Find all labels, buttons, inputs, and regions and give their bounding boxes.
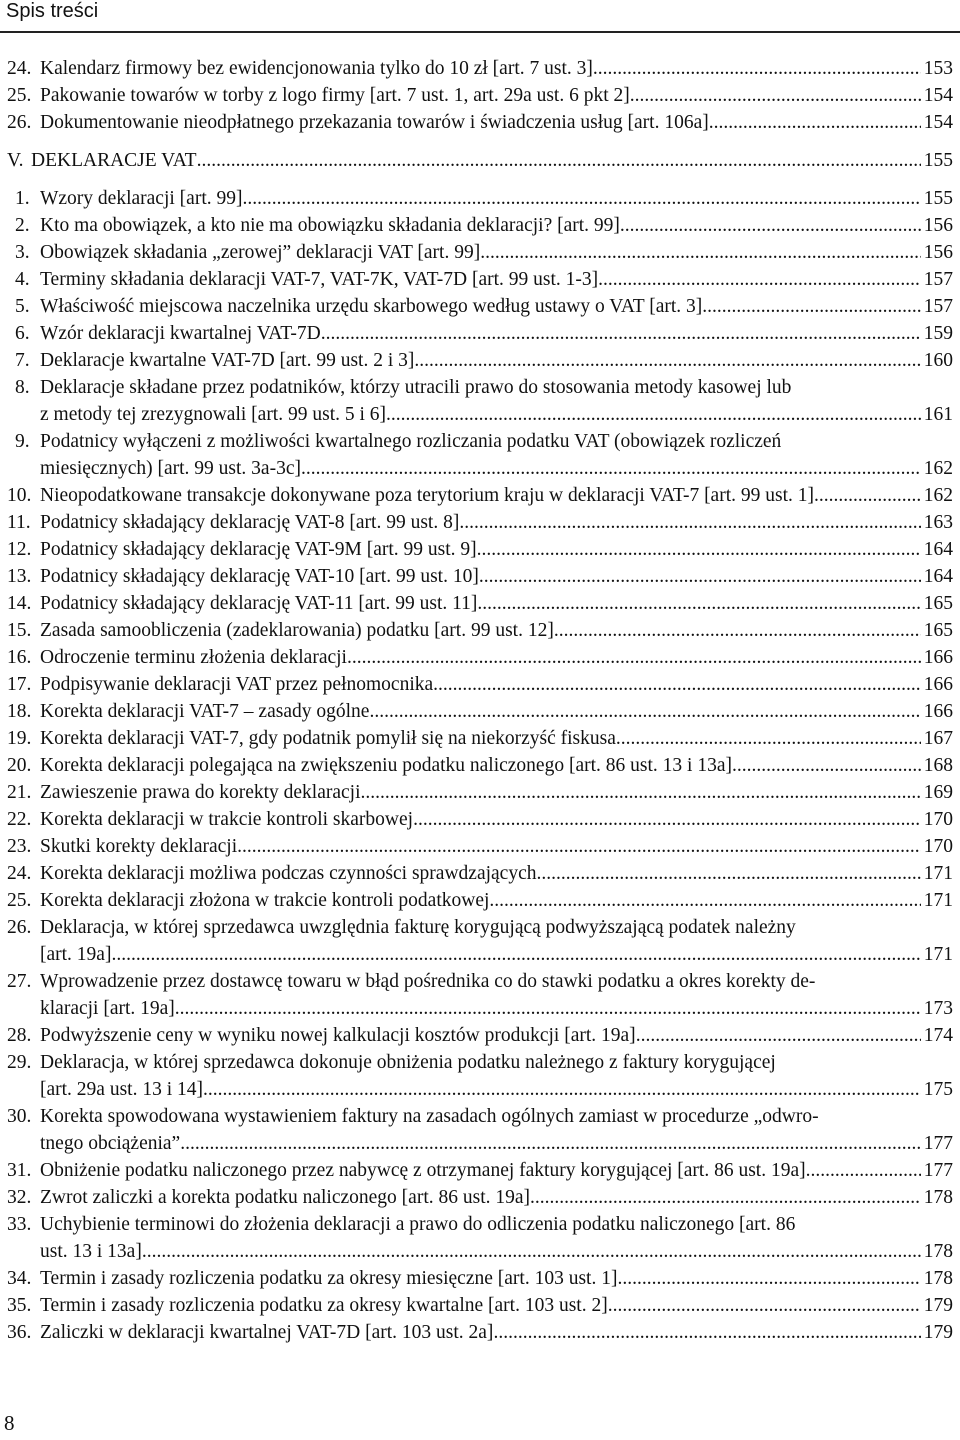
dot-leader bbox=[369, 698, 920, 725]
dot-leader bbox=[493, 1319, 920, 1346]
toc-entry-number: 16. bbox=[7, 647, 32, 668]
toc-entry-number: 27. bbox=[7, 971, 32, 992]
toc-entry-page: 178 bbox=[923, 1241, 953, 1262]
toc-entry[interactable] bbox=[0, 1211, 960, 1265]
toc-entry-page: 179 bbox=[923, 1322, 953, 1343]
dot-leader bbox=[489, 887, 920, 914]
toc-entry-title: Deklaracja, w której sprzedawca dokonuje obniżenia podatku należnego z faktury korygującej bbox=[40, 1052, 776, 1073]
toc-entry[interactable] bbox=[0, 55, 960, 82]
toc-entry-line bbox=[0, 401, 960, 428]
toc-entry-line bbox=[0, 293, 960, 320]
toc-entry[interactable] bbox=[0, 374, 960, 428]
toc-entry-line bbox=[0, 563, 960, 590]
toc-entry[interactable] bbox=[0, 806, 960, 833]
dot-leader bbox=[598, 266, 921, 293]
toc-entry[interactable] bbox=[0, 212, 960, 239]
toc-entry-title: z metody tej zrezygnowali [art. 99 ust. 5 i 6] bbox=[40, 404, 387, 425]
dot-leader bbox=[361, 779, 921, 806]
toc-entry-number: 36. bbox=[7, 1322, 32, 1343]
toc-entry-line bbox=[0, 266, 960, 293]
dot-leader bbox=[142, 1238, 921, 1265]
toc-entry[interactable] bbox=[0, 752, 960, 779]
toc-entry-number: 5. bbox=[15, 296, 30, 317]
toc-entry-page: 156 bbox=[923, 242, 953, 263]
toc-entry-title: [art. 19a] bbox=[40, 944, 112, 965]
toc-entry-page: 169 bbox=[923, 782, 953, 803]
toc-entry-number: 9. bbox=[15, 431, 30, 452]
dot-leader bbox=[702, 293, 920, 320]
toc-entry-line bbox=[0, 536, 960, 563]
toc-entry[interactable] bbox=[0, 536, 960, 563]
dot-leader bbox=[301, 455, 921, 482]
toc-entry-page: 179 bbox=[923, 1295, 953, 1316]
toc-entry-title: Termin i zasady rozliczenia podatku za okresy kwartalne [art. 103 ust. 2] bbox=[40, 1295, 608, 1316]
toc-entry-page: 178 bbox=[923, 1187, 953, 1208]
toc-entry[interactable] bbox=[0, 1022, 960, 1049]
toc-entry-number: 10. bbox=[7, 485, 32, 506]
dot-leader bbox=[433, 671, 921, 698]
toc-entry[interactable] bbox=[0, 779, 960, 806]
toc-entry[interactable] bbox=[0, 914, 960, 968]
toc-entry-page: 162 bbox=[923, 485, 953, 506]
dot-leader bbox=[620, 212, 921, 239]
toc-entry-title: Podwyższenie ceny w wyniku nowej kalkulacji kosztów produkcji [art. 19a] bbox=[40, 1025, 636, 1046]
toc-entry-line bbox=[0, 914, 960, 941]
toc-entry-line bbox=[0, 833, 960, 860]
toc-entry[interactable] bbox=[0, 833, 960, 860]
toc-entry-title: Obniżenie podatku naliczonego przez nabywcę z otrzymanej faktury korygującej [art. 86 ust. 19a] bbox=[40, 1160, 806, 1181]
toc-entry-line bbox=[0, 698, 960, 725]
dot-leader bbox=[814, 482, 921, 509]
dot-leader bbox=[414, 347, 920, 374]
toc-entry-line bbox=[0, 109, 960, 136]
dot-leader bbox=[536, 860, 920, 887]
dot-leader bbox=[806, 1157, 921, 1184]
toc-entry-title: Podatnicy składający deklarację VAT-8 [art. 99 ust. 8] bbox=[40, 512, 460, 533]
toc-entry-number: 29. bbox=[7, 1052, 32, 1073]
toc-entry-line bbox=[0, 212, 960, 239]
toc-entry-line bbox=[0, 725, 960, 752]
toc-entry-title: Skutki korekty deklaracji bbox=[40, 836, 238, 857]
toc-entry-page: 171 bbox=[923, 944, 953, 965]
toc-entry-number: 22. bbox=[7, 809, 32, 830]
dot-leader bbox=[180, 1130, 921, 1157]
dot-leader bbox=[608, 1292, 921, 1319]
toc-entry-line bbox=[0, 1157, 960, 1184]
toc-entry-page: 164 bbox=[923, 566, 953, 587]
toc-entry-line bbox=[0, 82, 960, 109]
toc-entry-number: 25. bbox=[7, 85, 32, 106]
toc-entry-line bbox=[0, 752, 960, 779]
toc-entry-line bbox=[0, 455, 960, 482]
toc-entry[interactable] bbox=[0, 563, 960, 590]
toc-entry-title: DEKLARACJE VAT bbox=[31, 150, 197, 171]
toc-entry-number: 24. bbox=[7, 863, 32, 884]
toc-entry[interactable] bbox=[0, 617, 960, 644]
dot-leader bbox=[321, 320, 921, 347]
toc-entry-page: 154 bbox=[923, 85, 953, 106]
toc-entry-line bbox=[0, 147, 960, 174]
toc-entry-title: Podatnicy składający deklarację VAT-9M [art. 99 ust. 9] bbox=[40, 539, 477, 560]
toc-entry[interactable] bbox=[0, 590, 960, 617]
toc-entry-page: 171 bbox=[923, 863, 953, 884]
toc-entry-title: Podpisywanie deklaracji VAT przez pełnomocnika bbox=[40, 674, 434, 695]
toc-entry-number: 21. bbox=[7, 782, 32, 803]
toc-entry-page: 161 bbox=[923, 404, 953, 425]
toc-entry-title: Pakowanie towarów w torby z logo firmy [art. 7 ust. 1, art. 29a ust. 6 pkt 2] bbox=[40, 85, 630, 106]
toc-entry[interactable] bbox=[0, 509, 960, 536]
toc-entry-number: 18. bbox=[7, 701, 32, 722]
toc-entry-number: 11. bbox=[7, 512, 31, 533]
toc-entry-number: 33. bbox=[7, 1214, 32, 1235]
toc-entry-number: 25. bbox=[7, 890, 32, 911]
toc-entry[interactable] bbox=[0, 320, 960, 347]
toc-entry[interactable] bbox=[0, 147, 960, 174]
toc-entry[interactable] bbox=[0, 860, 960, 887]
toc-entry-number: 31. bbox=[7, 1160, 32, 1181]
toc-entry[interactable] bbox=[0, 428, 960, 482]
toc-entry-line bbox=[0, 1211, 960, 1238]
toc-entry-title: Uchybienie terminowi do złożenia deklaracji a prawo do odliczenia podatku naliczonego [art. 86 bbox=[40, 1214, 796, 1235]
toc-entry-line bbox=[0, 239, 960, 266]
toc-entry-title: Wprowadzenie przez dostawcę towaru w błąd pośrednika co do stawki podatku a okres korekty de- bbox=[40, 971, 816, 992]
toc-entry-title: Kto ma obowiązek, a kto nie ma obowiązku składania deklaracji? [art. 99] bbox=[40, 215, 620, 236]
toc-entry-title: tnego obciążenia” bbox=[40, 1133, 181, 1154]
table-of-contents bbox=[0, 55, 960, 1346]
toc-entry-number: 26. bbox=[7, 112, 32, 133]
toc-entry[interactable] bbox=[0, 968, 960, 1022]
toc-entry-line bbox=[0, 320, 960, 347]
toc-entry-title: Zasada samoobliczenia (zadeklarowania) podatku [art. 99 ust. 12] bbox=[40, 620, 554, 641]
toc-entry-page: 177 bbox=[923, 1160, 953, 1181]
toc-entry-title: Odroczenie terminu złożenia deklaracji bbox=[40, 647, 347, 668]
dot-leader bbox=[479, 563, 921, 590]
toc-entry-line bbox=[0, 860, 960, 887]
toc-entry-line bbox=[0, 617, 960, 644]
toc-entry-line bbox=[0, 55, 960, 82]
toc-entry-page: 154 bbox=[923, 112, 953, 133]
toc-entry-title: Kalendarz firmowy bez ewidencjonowania tylko do 10 zł [art. 7 ust. 3] bbox=[40, 58, 593, 79]
toc-entry-number: V. bbox=[7, 150, 24, 171]
dot-leader bbox=[732, 752, 921, 779]
toc-entry-page: 157 bbox=[923, 269, 953, 290]
toc-entry[interactable] bbox=[0, 1292, 960, 1319]
toc-entry-title: Zaliczki w deklaracji kwartalnej VAT-7D [art. 103 ust. 2a] bbox=[40, 1322, 494, 1343]
toc-entry-page: 157 bbox=[923, 296, 953, 317]
toc-entry-number: 12. bbox=[7, 539, 32, 560]
toc-entry-line bbox=[0, 1319, 960, 1346]
toc-entry-line bbox=[0, 1292, 960, 1319]
toc-entry-number: 34. bbox=[7, 1268, 32, 1289]
toc-entry-page: 170 bbox=[923, 809, 953, 830]
toc-entry[interactable] bbox=[0, 698, 960, 725]
toc-entry-title: Termin i zasady rozliczenia podatku za okresy miesięczne [art. 103 ust. 1] bbox=[40, 1268, 618, 1289]
toc-entry-line bbox=[0, 1184, 960, 1211]
toc-entry-page: 165 bbox=[923, 593, 953, 614]
toc-entry-number: 3. bbox=[15, 242, 30, 263]
toc-entry-line bbox=[0, 968, 960, 995]
toc-entry-number: 35. bbox=[7, 1295, 32, 1316]
toc-entry-title: klaracji [art. 19a] bbox=[40, 998, 175, 1019]
toc-entry-line bbox=[0, 1076, 960, 1103]
toc-entry-title: Dokumentowanie nieodpłatnego przekazania towarów i świadczenia usług [art. 106a] bbox=[40, 112, 709, 133]
dot-leader bbox=[386, 401, 921, 428]
toc-entry[interactable] bbox=[0, 1157, 960, 1184]
toc-entry-number: 1. bbox=[15, 188, 30, 209]
dot-leader bbox=[111, 941, 920, 968]
toc-entry-line bbox=[0, 509, 960, 536]
toc-entry-line bbox=[0, 806, 960, 833]
toc-entry-title: [art. 29a ust. 13 i 14] bbox=[40, 1079, 204, 1100]
toc-entry-number: 32. bbox=[7, 1187, 32, 1208]
toc-entry[interactable] bbox=[0, 1103, 960, 1157]
toc-entry-line bbox=[0, 887, 960, 914]
toc-entry-page: 156 bbox=[923, 215, 953, 236]
toc-entry-page: 166 bbox=[923, 647, 953, 668]
toc-entry-number: 20. bbox=[7, 755, 32, 776]
toc-entry-number: 15. bbox=[7, 620, 32, 641]
toc-entry[interactable] bbox=[0, 887, 960, 914]
toc-entry-page: 153 bbox=[923, 58, 953, 79]
toc-entry[interactable] bbox=[0, 671, 960, 698]
toc-entry-page: 160 bbox=[923, 350, 953, 371]
toc-entry-line bbox=[0, 1103, 960, 1130]
toc-entry-number: 26. bbox=[7, 917, 32, 938]
toc-entry-line bbox=[0, 1265, 960, 1292]
toc-entry-title: Korekta deklaracji złożona w trakcie kontroli podatkowej bbox=[40, 890, 490, 911]
toc-entry-number: 13. bbox=[7, 566, 32, 587]
toc-entry[interactable] bbox=[0, 725, 960, 752]
toc-entry-page: 155 bbox=[923, 188, 953, 209]
toc-entry-page: 168 bbox=[923, 755, 953, 776]
toc-entry-page: 164 bbox=[923, 539, 953, 560]
toc-entry-line bbox=[0, 1049, 960, 1076]
toc-entry-line bbox=[0, 671, 960, 698]
toc-entry-title: Zawieszenie prawa do korekty deklaracji bbox=[40, 782, 361, 803]
toc-entry-title: Korekta deklaracji w trakcie kontroli skarbowej bbox=[40, 809, 414, 830]
dot-leader bbox=[530, 1184, 921, 1211]
toc-entry[interactable] bbox=[0, 347, 960, 374]
toc-entry-title: Podatnicy wyłączeni z możliwości kwartalnego rozliczania podatku VAT (obowiązek rozliczeń bbox=[40, 431, 782, 452]
toc-entry-title: ust. 13 i 13a] bbox=[40, 1241, 142, 1262]
toc-entry-title: Terminy składania deklaracji VAT-7, VAT-7K, VAT-7D [art. 99 ust. 1-3] bbox=[40, 269, 599, 290]
page-header bbox=[0, 0, 960, 36]
toc-entry-title: Deklaracje składane przez podatników, którzy utracili prawo do stosowania metody kasowej lub bbox=[40, 377, 792, 398]
toc-entry-title: Deklaracje kwartalne VAT-7D [art. 99 ust. 2 i 3] bbox=[40, 350, 415, 371]
toc-entry-page: 177 bbox=[923, 1133, 953, 1154]
toc-entry[interactable] bbox=[0, 82, 960, 109]
dot-leader bbox=[237, 833, 921, 860]
toc-entry-number: 30. bbox=[7, 1106, 32, 1127]
toc-entry-page: 173 bbox=[923, 998, 953, 1019]
toc-entry-number: 6. bbox=[15, 323, 30, 344]
dot-leader bbox=[477, 536, 921, 563]
toc-entry-line bbox=[0, 185, 960, 212]
dot-leader bbox=[203, 1076, 921, 1103]
toc-entry-title: Wzór deklaracji kwartalnej VAT-7D bbox=[40, 323, 321, 344]
dot-leader bbox=[347, 644, 921, 671]
dot-leader bbox=[175, 995, 921, 1022]
toc-entry-number: 24. bbox=[7, 58, 32, 79]
dot-leader bbox=[554, 617, 921, 644]
toc-entry-line bbox=[0, 1022, 960, 1049]
toc-entry-line bbox=[0, 995, 960, 1022]
page-number: 8 bbox=[4, 1411, 15, 1435]
toc-entry-number: 23. bbox=[7, 836, 32, 857]
toc-entry-line bbox=[0, 644, 960, 671]
toc-entry-page: 166 bbox=[923, 674, 953, 695]
toc-entry-line bbox=[0, 482, 960, 509]
toc-entry-line bbox=[0, 374, 960, 401]
toc-entry-title: Obowiązek składania „zerowej” deklaracji VAT [art. 99] bbox=[40, 242, 481, 263]
dot-leader bbox=[709, 109, 921, 136]
toc-entry[interactable] bbox=[0, 482, 960, 509]
toc-entry-page: 170 bbox=[923, 836, 953, 857]
dot-leader bbox=[616, 725, 921, 752]
toc-entry-page: 171 bbox=[923, 890, 953, 911]
toc-entry-title: Zwrot zaliczki a korekta podatku naliczonego [art. 86 ust. 19a] bbox=[40, 1187, 531, 1208]
toc-entry-title: Podatnicy składający deklarację VAT-10 [art. 99 ust. 10] bbox=[40, 566, 479, 587]
toc-entry[interactable] bbox=[0, 266, 960, 293]
toc-entry-number: 8. bbox=[15, 377, 30, 398]
toc-entry-title: Korekta deklaracji polegająca na zwiększeniu podatku naliczonego [art. 86 ust. 13 i 13a] bbox=[40, 755, 732, 776]
toc-entry[interactable] bbox=[0, 185, 960, 212]
toc-entry[interactable] bbox=[0, 1184, 960, 1211]
toc-entry-number: 14. bbox=[7, 593, 32, 614]
toc-entry-title: Korekta deklaracji możliwa podczas czynności sprawdzających bbox=[40, 863, 537, 884]
toc-entry-line bbox=[0, 1130, 960, 1157]
dot-leader bbox=[197, 147, 921, 174]
toc-entry-title: Właściwość miejscowa naczelnika urzędu skarbowego według ustawy o VAT [art. 3] bbox=[40, 296, 703, 317]
toc-entry-page: 167 bbox=[923, 728, 953, 749]
header-divider bbox=[0, 31, 960, 33]
dot-leader bbox=[459, 509, 920, 536]
dot-leader bbox=[242, 185, 920, 212]
toc-entry-page: 174 bbox=[923, 1025, 953, 1046]
toc-entry[interactable] bbox=[0, 239, 960, 266]
toc-entry-page: 159 bbox=[923, 323, 953, 344]
toc-entry-line bbox=[0, 1238, 960, 1265]
toc-entry-title: Deklaracja, w której sprzedawca uwzględnia fakturę korygującą podwyższającą podatek należny bbox=[40, 917, 796, 938]
toc-entry[interactable] bbox=[0, 1265, 960, 1292]
dot-leader bbox=[617, 1265, 920, 1292]
toc-entry-line bbox=[0, 779, 960, 806]
toc-entry[interactable] bbox=[0, 293, 960, 320]
dot-leader bbox=[477, 590, 920, 617]
toc-entry-page: 166 bbox=[923, 701, 953, 722]
toc-entry-title: Korekta spowodowana wystawieniem faktury na zasadach ogólnych zamiast w procedurze „odwro- bbox=[40, 1106, 819, 1127]
toc-entry-number: 4. bbox=[15, 269, 30, 290]
dot-leader bbox=[593, 55, 921, 82]
toc-entry-title: Nieopodatkowane transakcje dokonywane poza terytorium kraju w deklaracji VAT-7 [art. 99 ust. 1] bbox=[40, 485, 815, 506]
dot-leader bbox=[630, 82, 921, 109]
toc-entry-title: Podatnicy składający deklarację VAT-11 [art. 99 ust. 11] bbox=[40, 593, 478, 614]
toc-entry-number: 28. bbox=[7, 1025, 32, 1046]
toc-entry-number: 17. bbox=[7, 674, 32, 695]
toc-entry-title: Korekta deklaracji VAT-7, gdy podatnik pomylił się na niekorzyść fiskusa bbox=[40, 728, 616, 749]
toc-entry-title: miesięcznych) [art. 99 ust. 3a-3c] bbox=[40, 458, 301, 479]
toc-entry-number: 7. bbox=[15, 350, 30, 371]
page-header-title: Spis treści bbox=[6, 0, 99, 22]
toc-entry-title: Wzory deklaracji [art. 99] bbox=[40, 188, 243, 209]
dot-leader bbox=[636, 1022, 921, 1049]
toc-entry-page: 155 bbox=[923, 150, 953, 171]
toc-entry-page: 178 bbox=[923, 1268, 953, 1289]
toc-entry-page: 162 bbox=[923, 458, 953, 479]
toc-entry[interactable] bbox=[0, 1049, 960, 1103]
toc-entry-line bbox=[0, 428, 960, 455]
toc-entry[interactable] bbox=[0, 644, 960, 671]
toc-entry-number: 2. bbox=[15, 215, 30, 236]
toc-entry[interactable] bbox=[0, 1319, 960, 1346]
dot-leader bbox=[413, 806, 921, 833]
toc-entry-page: 163 bbox=[923, 512, 953, 533]
toc-entry-number: 19. bbox=[7, 728, 32, 749]
toc-entry-line bbox=[0, 941, 960, 968]
dot-leader bbox=[480, 239, 921, 266]
toc-entry-line bbox=[0, 347, 960, 374]
toc-entry[interactable] bbox=[0, 109, 960, 136]
toc-entry-title: Korekta deklaracji VAT-7 – zasady ogólne bbox=[40, 701, 370, 722]
toc-entry-line bbox=[0, 590, 960, 617]
toc-entry-page: 165 bbox=[923, 620, 953, 641]
toc-entry-page: 175 bbox=[923, 1079, 953, 1100]
